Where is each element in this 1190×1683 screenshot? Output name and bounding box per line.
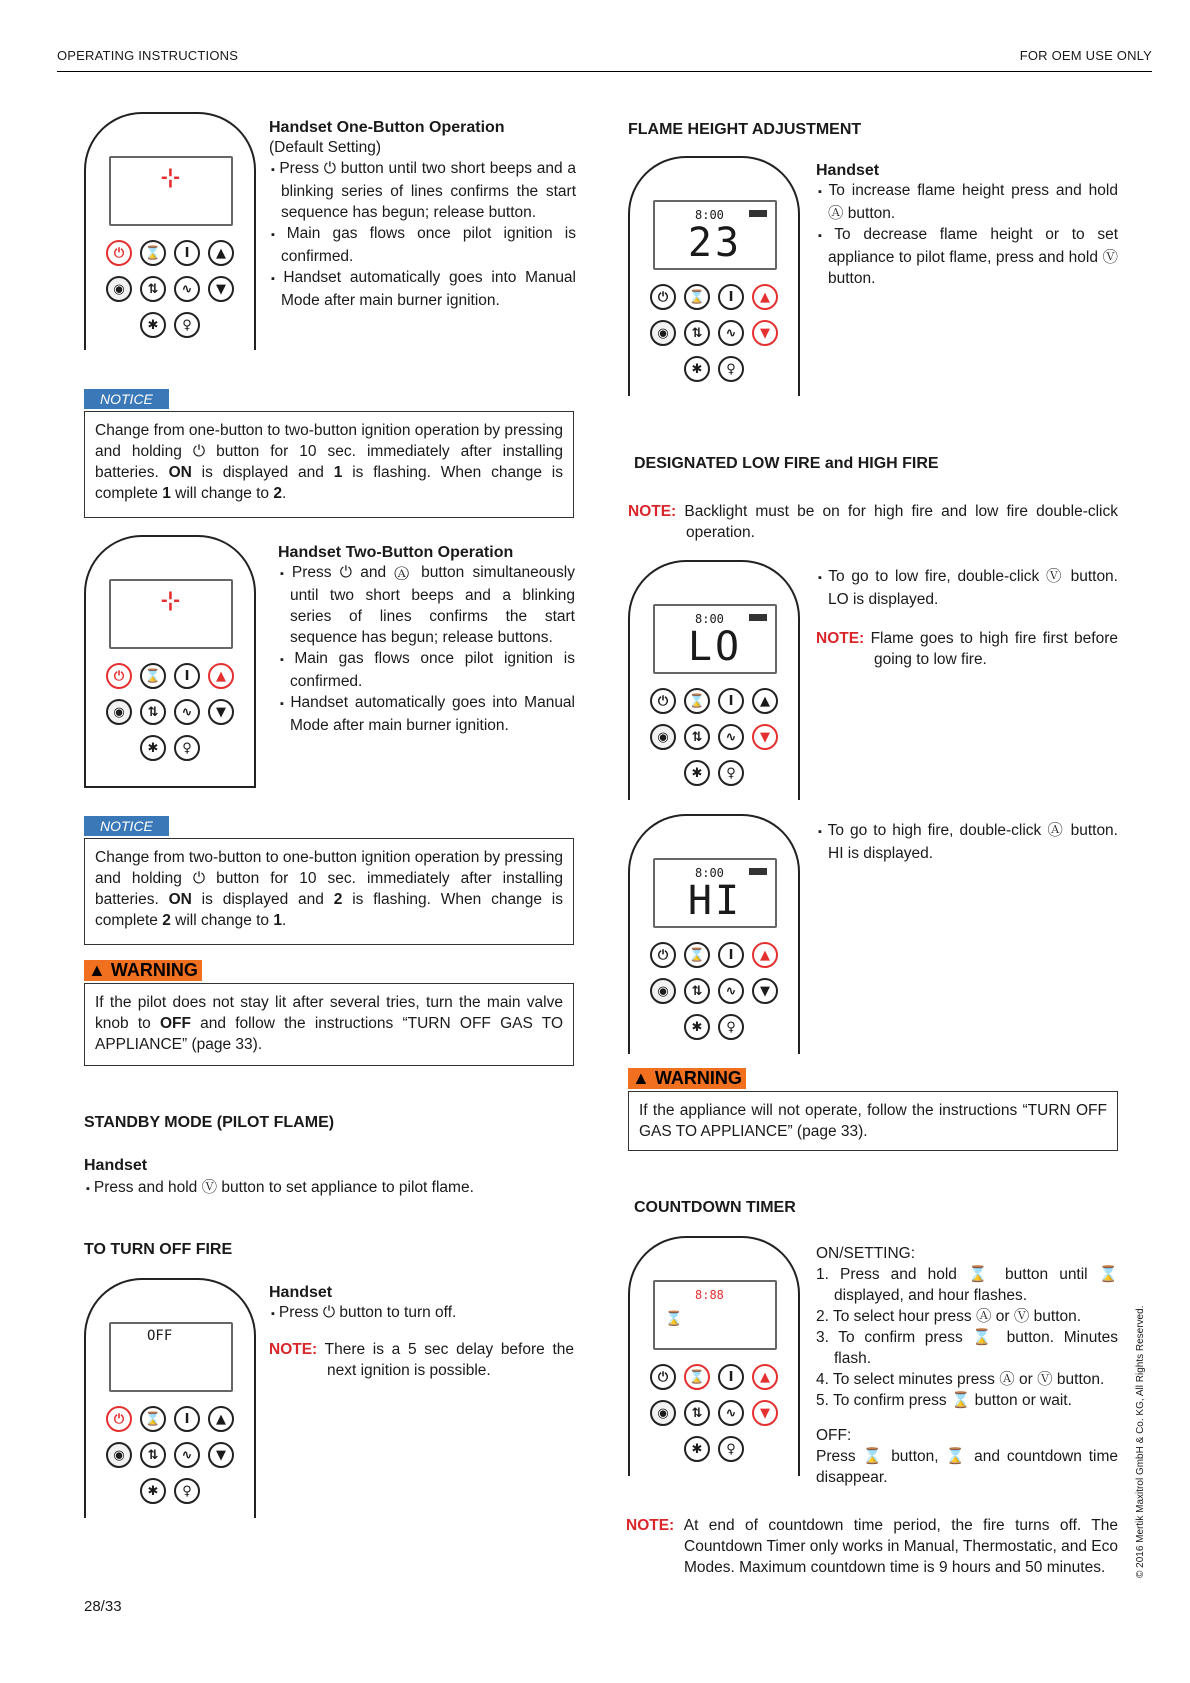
- notice-tag-2: NOTICE: [84, 816, 169, 836]
- timer-icon: ⌛: [684, 942, 710, 968]
- down-icon: ▼: [208, 699, 234, 725]
- time-display: 8:00: [695, 208, 724, 222]
- fan-icon: ✱: [140, 312, 166, 338]
- fan-icon: ✱: [140, 735, 166, 761]
- countdown-off-text: Press ⌛ button, ⌛ and countdown time disappear.: [816, 1448, 1118, 1486]
- warning-text-1: If the pilot does not stay lit after several tries, turn the main valve knob to OFF and follow the instructions “TURN OFF GAS TO APPLIANCE” (page 33).: [95, 994, 563, 1053]
- bulb-icon: ♀: [718, 1436, 744, 1462]
- power-icon: ⏻: [106, 663, 132, 689]
- flame-bullet-2: ▪ To decrease flame height or to set appliance to pilot flame, press and hold Ⓥ button.: [816, 224, 1118, 289]
- down-icon: ▼: [208, 276, 234, 302]
- countdown-title: COUNTDOWN TIMER: [634, 1199, 796, 1216]
- bulb-icon: ♀: [718, 1014, 744, 1040]
- remote-screen: [109, 1322, 233, 1392]
- flame-icon: ∿: [718, 320, 744, 346]
- aux-icon: ⇅: [140, 1442, 166, 1468]
- countdown-step-1: 1. Press and hold ⌛ button until ⌛ displayed, and hour flashes.: [816, 1266, 1118, 1304]
- copyright: © 2016 Mertik Maxitrol GmbH & Co. KG, All Rights Reserved.: [1135, 1305, 1146, 1578]
- header-right: FOR OEM USE ONLY: [1019, 48, 1152, 63]
- remote-illustration: [84, 112, 256, 350]
- aux-icon: ⇅: [684, 978, 710, 1004]
- two-button-bullet-2: ▪ Main gas flows once pilot ignition is confirmed.: [278, 648, 575, 692]
- standby-bullet: ▪ Press and hold Ⓥ button to set appliance to pilot flame.: [84, 1177, 564, 1200]
- flame-title: FLAME HEIGHT ADJUSTMENT: [628, 121, 862, 138]
- notice-box-2: [84, 838, 574, 945]
- flame-icon: ∿: [174, 699, 200, 725]
- light-icon: ◉: [650, 978, 676, 1004]
- light-icon: ◉: [106, 1442, 132, 1468]
- aux-icon: ⇅: [684, 320, 710, 346]
- time-display: 8:00: [695, 866, 724, 880]
- remote-screen: [653, 858, 777, 928]
- timer-icon: ⌛: [684, 688, 710, 714]
- remote-illustration: [628, 560, 800, 800]
- timer-icon: ⌛: [684, 1364, 710, 1390]
- warning-tag-2: ▲ WARNING: [628, 1068, 746, 1089]
- down-icon: ▼: [752, 320, 778, 346]
- low-fire-note: NOTE: Flame goes to high fire first before going to low fire.: [816, 630, 1119, 668]
- remote-illustration: [628, 1236, 800, 1476]
- countdown-note: NOTE: At end of countdown time period, the fire turns off. The Countdown Timer only works in Manual, Thermostatic, and Eco Modes. Maximum countdown time is 9 hours and 50 minutes.: [626, 1517, 1119, 1576]
- bulb-icon: ♀: [174, 735, 200, 761]
- countdown-step-2: 2. To select hour press Ⓐ or Ⓥ button.: [816, 1308, 1082, 1325]
- one-button-subtitle: (Default Setting): [269, 139, 381, 156]
- light-icon: ◉: [650, 320, 676, 346]
- timer-icon: ⌛: [140, 1406, 166, 1432]
- countdown-off-label: OFF:: [816, 1427, 852, 1444]
- one-button-bullet-3: ▪ Handset automatically goes into Manual Mode after main burner ignition.: [269, 267, 576, 311]
- hourglass-icon: ⌛: [665, 1310, 683, 1326]
- light-icon: ◉: [106, 699, 132, 725]
- remote-screen: [109, 579, 233, 649]
- thermometer-icon: I: [174, 663, 200, 689]
- flame-icon: ∿: [718, 978, 744, 1004]
- flame-bullet-1: ▪ To increase flame height press and hold Ⓐ button.: [816, 180, 1118, 224]
- countdown-step-4: 4. To select minutes press Ⓐ or Ⓥ button.: [816, 1371, 1105, 1388]
- power-icon: ⏻: [650, 284, 676, 310]
- flame-icon: ∿: [174, 276, 200, 302]
- remote-screen: [653, 1280, 777, 1350]
- remote-screen: [653, 200, 777, 270]
- turnoff-note: NOTE: There is a 5 sec delay before the next ignition is possible.: [269, 1341, 574, 1379]
- bulb-icon: ♀: [718, 356, 744, 382]
- fan-icon: ✱: [684, 1014, 710, 1040]
- thermometer-icon: I: [718, 1364, 744, 1390]
- fan-icon: ✱: [684, 760, 710, 786]
- flame-icon: ∿: [174, 1442, 200, 1468]
- designated-title: DESIGNATED LOW FIRE and HIGH FIRE: [634, 455, 939, 472]
- aux-icon: ⇅: [140, 699, 166, 725]
- flame-icon: ∿: [718, 1400, 744, 1426]
- remote-illustration: [84, 535, 256, 788]
- remote-illustration: [628, 156, 800, 396]
- fan-icon: ✱: [684, 356, 710, 382]
- power-icon: ⏻: [650, 1364, 676, 1390]
- remote-illustration: [84, 1278, 256, 1518]
- one-button-bullet-2: ▪ Main gas flows once pilot ignition is confirmed.: [269, 223, 576, 267]
- up-icon: ▲: [752, 284, 778, 310]
- aux-icon: ⇅: [140, 276, 166, 302]
- low-fire-bullet: ▪ To go to low fire, double-click Ⓥ button. LO is displayed.: [816, 566, 1118, 610]
- designated-note: NOTE: Backlight must be on for high fire and low fire double-click operation.: [628, 503, 1119, 541]
- one-button-section: [269, 119, 576, 311]
- thermometer-icon: I: [718, 284, 744, 310]
- power-icon: ⏻: [650, 942, 676, 968]
- flame-icon: ∿: [718, 724, 744, 750]
- two-button-title: Handset Two-Button Operation: [278, 544, 514, 561]
- thermometer-icon: I: [174, 1406, 200, 1432]
- flame-level-display: 23: [687, 220, 743, 266]
- battery-icon: [749, 210, 767, 217]
- up-icon: ▲: [208, 663, 234, 689]
- power-icon: ⏻: [106, 240, 132, 266]
- notice-tag-1: NOTICE: [84, 389, 169, 409]
- flame-section: [816, 162, 1118, 289]
- bulb-icon: ♀: [174, 1478, 200, 1504]
- high-fire-bullet: ▪ To go to high fire, double-click Ⓐ button. HI is displayed.: [816, 820, 1118, 864]
- remote-screen: [109, 156, 233, 226]
- countdown-step-5: 5. To confirm press ⌛ button or wait.: [816, 1392, 1072, 1409]
- blinking-lines-icon: -¦-: [161, 589, 180, 611]
- header-divider: [57, 71, 1152, 72]
- hi-display: HI: [687, 878, 743, 924]
- one-button-title: Handset One-Button Operation: [269, 119, 505, 136]
- remote-illustration: [628, 814, 800, 1054]
- two-button-section: [278, 544, 575, 736]
- up-icon: ▲: [208, 1406, 234, 1432]
- power-icon: ⏻: [106, 1406, 132, 1432]
- timer-icon: ⌛: [140, 663, 166, 689]
- warning-box-1: [84, 983, 574, 1066]
- bulb-icon: ♀: [718, 760, 744, 786]
- timer-display: 8:88: [695, 1288, 724, 1302]
- up-icon: ▲: [752, 1364, 778, 1390]
- notice-text-1: Change from one-button to two-button ignition operation by pressing and holding ⏻ button for 10 sec. immediately after installing batteries. ON is displayed and 1 is flashing. When change is complete 1 will change to 2.: [95, 422, 563, 502]
- up-icon: ▲: [208, 240, 234, 266]
- standby-sub: Handset: [84, 1157, 148, 1174]
- timer-icon: ⌛: [684, 284, 710, 310]
- power-icon: ⏻: [650, 688, 676, 714]
- turnoff-title: TO TURN OFF FIRE: [84, 1241, 233, 1258]
- page-number: 28/33: [84, 1598, 122, 1615]
- battery-icon: [749, 614, 767, 621]
- turnoff-sub: Handset: [269, 1284, 333, 1301]
- standby-title: STANDBY MODE (PILOT FLAME): [84, 1114, 335, 1131]
- aux-icon: ⇅: [684, 1400, 710, 1426]
- lo-display: LO: [687, 624, 743, 670]
- warning-box-2: [628, 1091, 1118, 1151]
- up-icon: ▲: [752, 688, 778, 714]
- two-button-bullet-1: ▪ Press ⏻ and Ⓐ button simultaneously until two short beeps and a blinking series of lines confirms the start sequence has begun; release buttons.: [278, 562, 575, 648]
- low-fire-section: [816, 566, 1118, 670]
- light-icon: ◉: [650, 724, 676, 750]
- down-icon: ▼: [208, 1442, 234, 1468]
- countdown-step-3: 3. To confirm press ⌛ button. Minutes flash.: [816, 1329, 1118, 1367]
- two-button-bullet-3: ▪ Handset automatically goes into Manual Mode after main burner ignition.: [278, 692, 575, 736]
- warning-tag-1: ▲ WARNING: [84, 960, 202, 981]
- off-display: OFF: [147, 1328, 173, 1344]
- timer-icon: ⌛: [140, 240, 166, 266]
- fan-icon: ✱: [684, 1436, 710, 1462]
- thermometer-icon: I: [718, 688, 744, 714]
- light-icon: ◉: [650, 1400, 676, 1426]
- header-left: OPERATING INSTRUCTIONS: [57, 48, 239, 63]
- down-icon: ▼: [752, 978, 778, 1004]
- one-button-bullet-1: ▪ Press ⏻ button until two short beeps and a blinking series of lines confirms the start sequence has begun; release button.: [269, 158, 576, 223]
- aux-icon: ⇅: [684, 724, 710, 750]
- countdown-on-label: ON/SETTING:: [816, 1245, 916, 1262]
- blinking-lines-icon: -¦-: [161, 166, 180, 188]
- fan-icon: ✱: [140, 1478, 166, 1504]
- bulb-icon: ♀: [174, 312, 200, 338]
- thermometer-icon: I: [718, 942, 744, 968]
- up-icon: ▲: [752, 942, 778, 968]
- notice-text-2: Change from two-button to one-button ignition operation by pressing and holding ⏻ button for 10 sec. immediately after installing batteries. ON is displayed and 2 is flashing. When change is complete 2 will change to 1.: [95, 849, 563, 929]
- light-icon: ◉: [106, 276, 132, 302]
- remote-screen: [653, 604, 777, 674]
- flame-sub: Handset: [816, 162, 880, 179]
- warning-text-2: If the appliance will not operate, follow the instructions “TURN OFF GAS TO APPLIANCE” (page 33).: [639, 1102, 1107, 1140]
- down-icon: ▼: [752, 1400, 778, 1426]
- down-icon: ▼: [752, 724, 778, 750]
- time-display: 8:00: [695, 612, 724, 626]
- battery-icon: [749, 868, 767, 875]
- turnoff-section: [269, 1284, 574, 1381]
- notice-box-1: [84, 411, 574, 518]
- turnoff-bullet: ▪ Press ⏻ button to turn off.: [269, 1302, 574, 1325]
- thermometer-icon: I: [174, 240, 200, 266]
- countdown-section: [816, 1243, 1118, 1488]
